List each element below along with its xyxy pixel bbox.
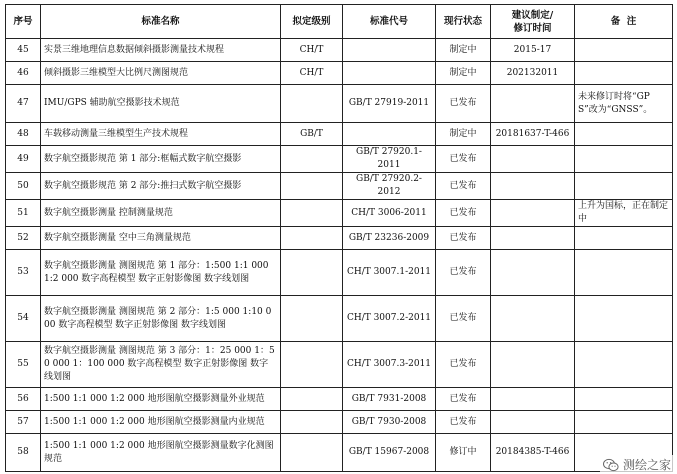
table-row xyxy=(6,62,673,85)
header-remark: 备 注 xyxy=(575,5,673,39)
row-status: 制定中 xyxy=(436,39,491,62)
row-remark xyxy=(575,39,673,62)
row-code: CH/T 3007.1-2011 xyxy=(343,250,436,296)
row-remark xyxy=(575,296,673,342)
row-name: 数字航空摄影测量 测图规范 第 1 部分：1:500 1:1 000 1:2 000 数字高程模型 数字正射影像图 数字线划图 xyxy=(41,250,281,296)
row-time: 202132011 xyxy=(491,62,575,85)
header-seq: 序号 xyxy=(6,5,41,39)
table-row xyxy=(6,250,673,296)
table-row xyxy=(6,85,673,123)
row-seq: 58 xyxy=(6,434,41,472)
row-code: GB/T 27920.2-2012 xyxy=(343,173,436,200)
row-name: 车载移动测量三维模型生产技术规程 xyxy=(41,123,281,146)
row-status: 制定中 xyxy=(436,62,491,85)
row-code xyxy=(343,39,436,62)
row-time xyxy=(491,388,575,411)
row-remark xyxy=(575,146,673,173)
row-seq: 54 xyxy=(6,296,41,342)
row-level xyxy=(281,342,343,388)
row-level xyxy=(281,388,343,411)
header-level: 拟定级别 xyxy=(281,5,343,39)
row-status: 已发布 xyxy=(436,342,491,388)
row-code: GB/T 15967-2008 xyxy=(343,434,436,472)
row-remark: 上升为国标，正在制定中 xyxy=(575,200,673,227)
row-remark xyxy=(575,411,673,434)
row-time xyxy=(491,342,575,388)
row-seq: 52 xyxy=(6,227,41,250)
row-name: 数字航空摄影规范 第 2 部分:推扫式数字航空摄影 xyxy=(41,173,281,200)
table-row xyxy=(6,434,673,472)
row-time xyxy=(491,296,575,342)
row-level xyxy=(281,434,343,472)
row-status: 已发布 xyxy=(436,146,491,173)
row-code: GB/T 7931-2008 xyxy=(343,388,436,411)
watermark xyxy=(600,455,674,474)
row-remark xyxy=(575,250,673,296)
row-remark: 未来修订时将“GPS”改为“GNSS”。 xyxy=(575,85,673,123)
row-code: CH/T 3006-2011 xyxy=(343,200,436,227)
row-level xyxy=(281,411,343,434)
row-name: 倾斜摄影三维模型大比例尺测图规范 xyxy=(41,62,281,85)
header-status: 现行状态 xyxy=(436,5,491,39)
row-name: 数字航空摄影测量 控制测量规范 xyxy=(41,200,281,227)
table-header-row xyxy=(6,5,673,39)
row-remark xyxy=(575,342,673,388)
row-status: 已发布 xyxy=(436,200,491,227)
table-row xyxy=(6,39,673,62)
watermark-text: 测绘之家 xyxy=(622,458,671,472)
row-seq: 55 xyxy=(6,342,41,388)
row-level: CH/T xyxy=(281,62,343,85)
row-status: 已发布 xyxy=(436,85,491,123)
row-code: GB/T 27919-2011 xyxy=(343,85,436,123)
row-status: 已发布 xyxy=(436,411,491,434)
header-code: 标准代号 xyxy=(343,5,436,39)
row-code: GB/T 7930-2008 xyxy=(343,411,436,434)
row-seq: 57 xyxy=(6,411,41,434)
table-row xyxy=(6,123,673,146)
table-row xyxy=(6,411,673,434)
row-status: 修订中 xyxy=(436,434,491,472)
wechat-icon xyxy=(603,458,619,472)
row-level xyxy=(281,146,343,173)
row-code: GB/T 23236-2009 xyxy=(343,227,436,250)
row-seq: 50 xyxy=(6,173,41,200)
row-level xyxy=(281,200,343,227)
row-level: GB/T xyxy=(281,123,343,146)
row-time: 2015-17 xyxy=(491,39,575,62)
table-row xyxy=(6,146,673,173)
table-row xyxy=(6,227,673,250)
row-name: 数字航空摄影测量 测图规范 第 3 部分：1：25 000 1：50 000 1：100 000 数字高程模型 数字正射影像图 数字线划图 xyxy=(41,342,281,388)
row-time: 20184385-T-466 xyxy=(491,434,575,472)
row-level xyxy=(281,173,343,200)
header-time: 建议制定/ 修订时间 xyxy=(491,5,575,39)
row-time xyxy=(491,173,575,200)
row-remark xyxy=(575,62,673,85)
row-code: GB/T 27920.1-2011 xyxy=(343,146,436,173)
row-name: IMU/GPS 辅助航空摄影技术规范 xyxy=(41,85,281,123)
row-name: 1:500 1:1 000 1:2 000 地形图航空摄影测量数字化测图规范 xyxy=(41,434,281,472)
row-time xyxy=(491,250,575,296)
header-name: 标准名称 xyxy=(41,5,281,39)
row-code xyxy=(343,123,436,146)
row-time xyxy=(491,85,575,123)
row-seq: 56 xyxy=(6,388,41,411)
row-remark xyxy=(575,388,673,411)
standards-table-page xyxy=(5,4,672,472)
row-seq: 47 xyxy=(6,85,41,123)
row-seq: 51 xyxy=(6,200,41,227)
row-seq: 49 xyxy=(6,146,41,173)
row-seq: 53 xyxy=(6,250,41,296)
row-status: 已发布 xyxy=(436,227,491,250)
row-remark xyxy=(575,123,673,146)
row-time xyxy=(491,200,575,227)
row-status: 已发布 xyxy=(436,296,491,342)
row-name: 数字航空摄影测量 测图规范 第 2 部分：1:5 000 1:10 000 数字高程模型 数字正射影像图 数字线划图 xyxy=(41,296,281,342)
standards-table xyxy=(5,4,673,472)
row-status: 已发布 xyxy=(436,173,491,200)
table-row xyxy=(6,200,673,227)
table-row xyxy=(6,342,673,388)
row-time: 20181637-T-466 xyxy=(491,123,575,146)
row-level xyxy=(281,227,343,250)
row-time xyxy=(491,227,575,250)
row-time xyxy=(491,411,575,434)
row-code: CH/T 3007.2-2011 xyxy=(343,296,436,342)
row-name: 1:500 1:1 000 1:2 000 地形图航空摄影测量外业规范 xyxy=(41,388,281,411)
row-seq: 45 xyxy=(6,39,41,62)
table-row xyxy=(6,173,673,200)
row-remark xyxy=(575,173,673,200)
row-code xyxy=(343,62,436,85)
row-name: 数字航空摄影测量 空中三角测量规范 xyxy=(41,227,281,250)
row-time xyxy=(491,146,575,173)
row-code: CH/T 3007.3-2011 xyxy=(343,342,436,388)
row-level xyxy=(281,250,343,296)
row-status: 制定中 xyxy=(436,123,491,146)
row-name: 实景三维地理信息数据倾斜摄影测量技术规程 xyxy=(41,39,281,62)
row-remark xyxy=(575,227,673,250)
row-status: 已发布 xyxy=(436,388,491,411)
row-name: 数字航空摄影规范 第 1 部分:框幅式数字航空摄影 xyxy=(41,146,281,173)
row-name: 1:500 1:1 000 1:2 000 地形图航空摄影测量内业规范 xyxy=(41,411,281,434)
row-seq: 48 xyxy=(6,123,41,146)
table-row xyxy=(6,296,673,342)
row-seq: 46 xyxy=(6,62,41,85)
row-status: 已发布 xyxy=(436,250,491,296)
row-level xyxy=(281,296,343,342)
row-level xyxy=(281,85,343,123)
table-row xyxy=(6,388,673,411)
row-level: CH/T xyxy=(281,39,343,62)
